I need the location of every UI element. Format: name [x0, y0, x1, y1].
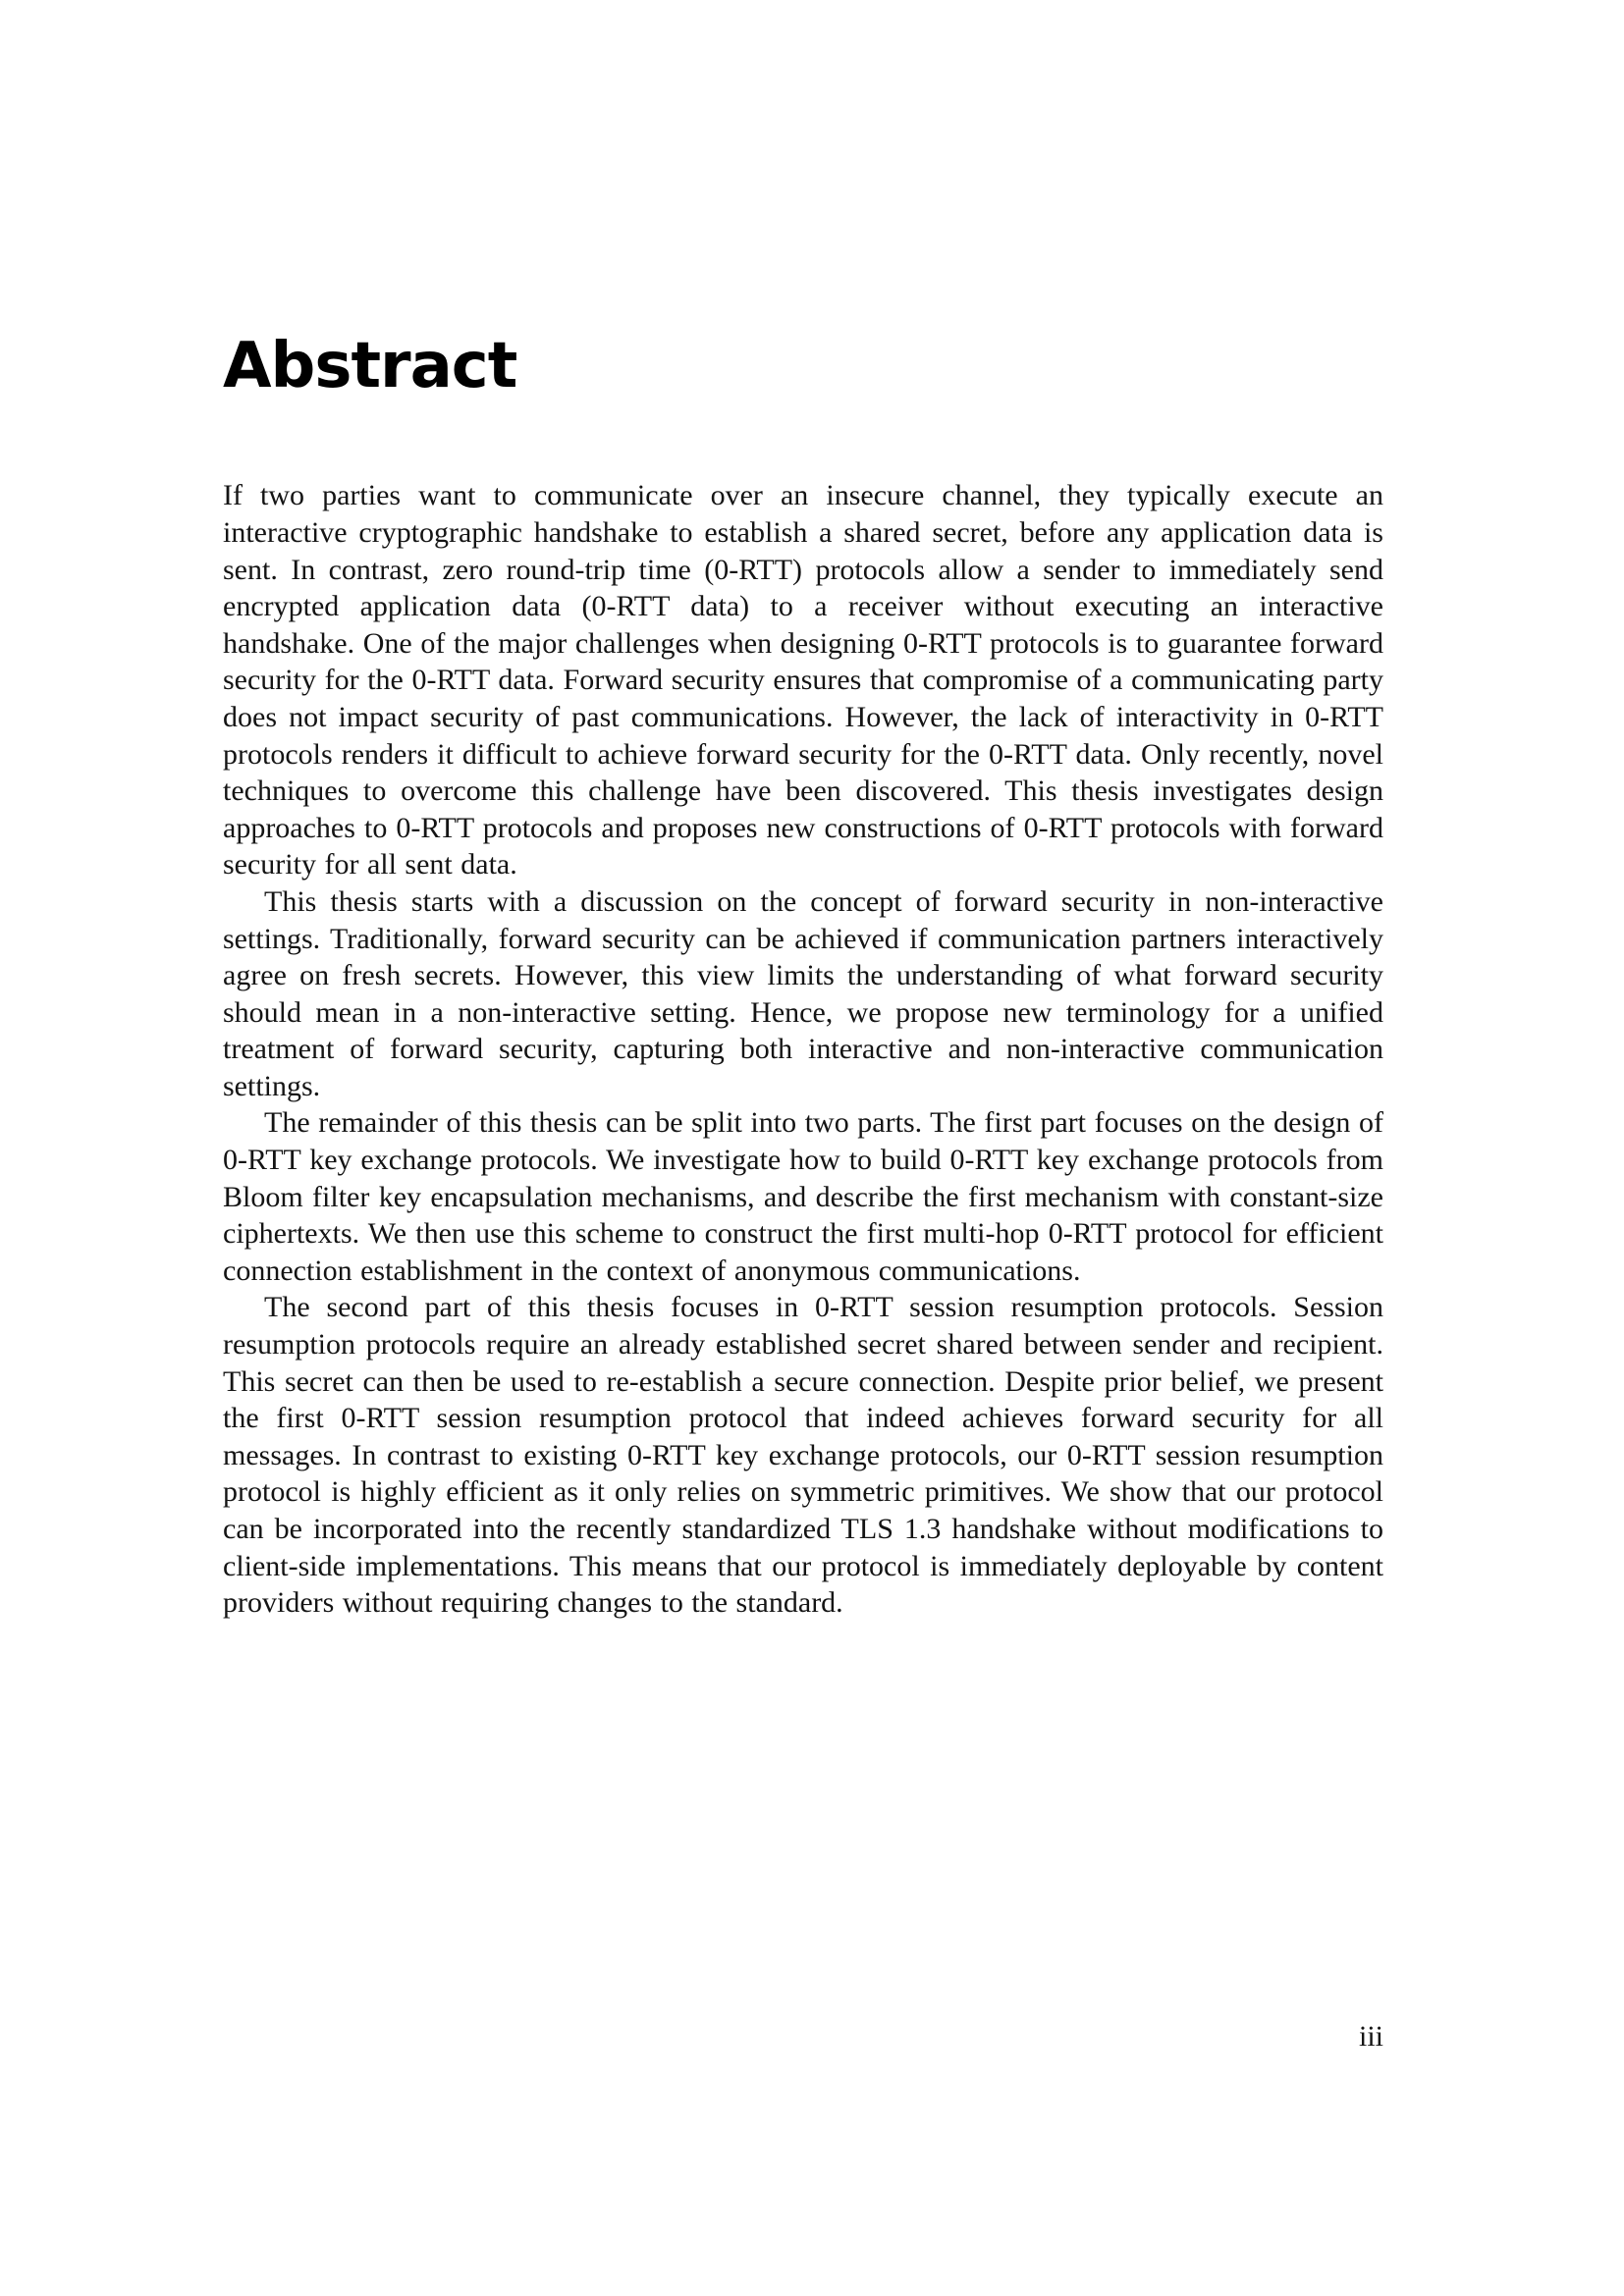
- abstract-paragraph-1: If two parties want to communicate over an insecure channel, they typically execute an interactive cryptographic handshake to establish a shared secret, before any application data is sent. In contrast, zero round-trip time (0-RTT) protocols allow a sender to immediately send encrypted application data (0-RTT data) to a receiver without executing an interactive handshake. One of the major challenges when designing 0-RTT protocols is to guarantee forward security for the 0-RTT data. Forward security ensures that compromise of a communicating party does not impact security of past communications. However, the lack of interactivity in 0-RTT protocols renders it difficult to achieve forward security for the 0-RTT data. Only recently, novel techniques to overcome this challenge have been discovered. This thesis investigates design approaches to 0-RTT protocols and proposes new constructions of 0-RTT protocols with forward security for all sent data.: [223, 479, 1383, 881]
- abstract-paragraph-3: The remainder of this thesis can be split into two parts. The first part focuses on the design of 0-RTT key exchange protocols. We investigate how to build 0-RTT key exchange protocols from Bloom filter key encapsulation mechanisms, and describe the first mechanism with constant-size ciphertexts. We then use this scheme to construct the first multi-hop 0-RTT protocol for efficient connection establishment in the context of anonymous communications.: [223, 1106, 1383, 1287]
- abstract-paragraph-4: The second part of this thesis focuses in 0-RTT session resumption protocols. Session resumption protocols require an already established secret shared between sender and recipient. This secret can then be used to re-establish a secure connection. Despite prior belief, we present the first 0-RTT session resumption protocol that indeed achieves forward security for all messages. In contrast to existing 0-RTT key exchange protocols, our 0-RTT session resumption protocol is highly efficient as it only relies on symmetric primitives. We show that our protocol can be incorporated into the recently standardized TLS 1.3 handshake without modifications to client-side implementations. This means that our protocol is immediately deployable by content providers without requiring changes to the standard.: [223, 1291, 1383, 1620]
- page-number: iii: [1358, 2020, 1383, 2053]
- abstract-body: [223, 477, 1383, 1621]
- page-title: Abstract: [223, 330, 517, 402]
- abstract-paragraph-2: This thesis starts with a discussion on the concept of forward security in non-interactive settings. Traditionally, forward security can be achieved if communication partners interactively agree on fresh secrets. However, this view limits the understanding of what forward security should mean in a non-interactive setting. Hence, we propose new terminology for a unified treatment of forward security, capturing both interactive and non-interactive communication settings.: [223, 884, 1383, 1102]
- text-block: [223, 332, 1383, 1622]
